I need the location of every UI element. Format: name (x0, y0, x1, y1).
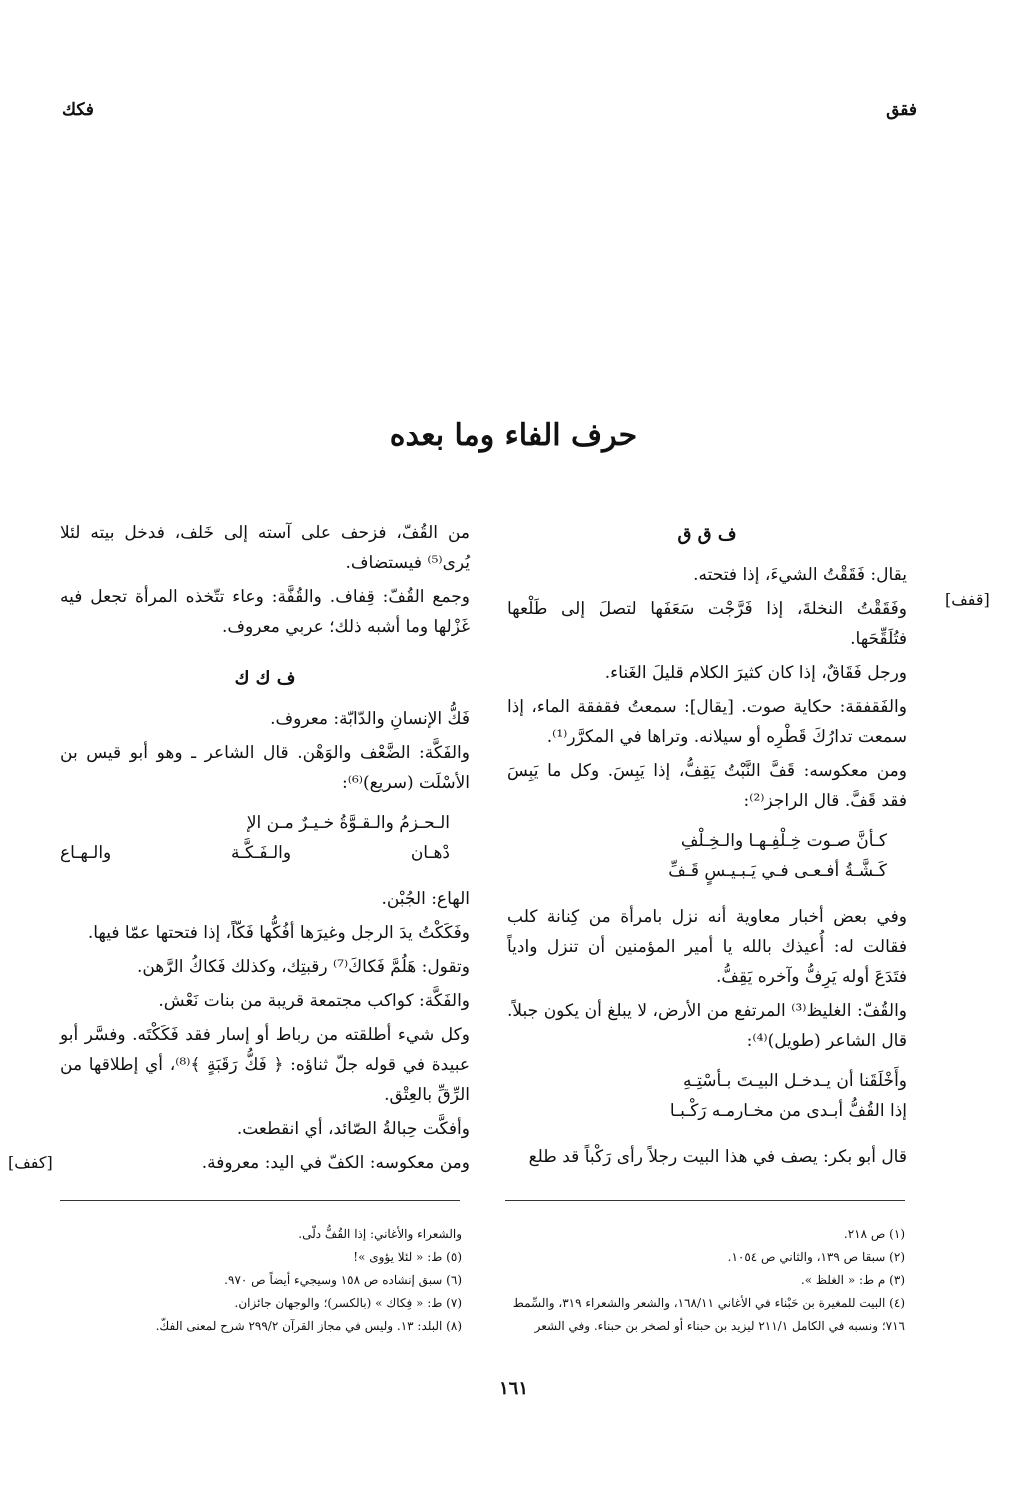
paragraph: وفَقَقْتُ النخلةَ، إذا فَرَّجْت سَعَفَها لتصلَ إلى طَلْعها فتُلَقِّحَها. (507, 599, 907, 649)
verse-hemistich: وأَخْلَقَنا أن يـدخـل البيـتَ بـأسْتِـهِ (683, 1071, 907, 1091)
paragraph: يقال: فَقَقْتُ الشيءَ، إذا فتحته. (693, 565, 907, 585)
paragraph: ورجل فَقَاقٌ، إذا كان كثيرَ الكلام قليلَ الغَناء. (604, 663, 907, 683)
footnote-divider (505, 1200, 905, 1201)
margin-tag-left: [كفف] (8, 1153, 53, 1172)
footnote: (٢) سبقا ص ١٣٩، والثاني ص ١٠٥٤. (727, 1250, 905, 1264)
paragraph: وأفكَّت حِبالةُ الصّائد، أي انقطعت. (236, 1119, 470, 1139)
verse-line (527, 856, 887, 886)
running-head-left: فكك (62, 100, 94, 120)
verse-hemistich: الـحـزمُ والـقـوَّةُ خـيـرٌ مـن الإ (246, 813, 450, 833)
root-heading-fqq: ف ق ق (677, 524, 737, 545)
verse-line (527, 1066, 907, 1096)
paragraph: من القُفّ، فزحف على آسته إلى خَلف، فدخل بيته لئلا يُرى⁽⁵⁾ فيستضاف. (60, 523, 470, 573)
left-column (60, 518, 470, 1182)
paragraph: وفي بعض أخبار معاوية أنه نزل بامرأة من كِنانة كلب فقالت له: أُعيذك بالله يا أمير المؤمنين أن تنزل وادياً فتَدَعَ أوله يَرِفُّ وآخره يَقِفُّ. (507, 907, 907, 987)
root-heading-fkk: ف ك ك (234, 668, 296, 689)
paragraph: ومن معكوسه: قَفَّ النَّبْتُ يَقِفُّ، إذا يَبِسَ. وكل ما يَبِسَ فقد قَفَّ. قال الراجز⁽²⁾: (507, 761, 907, 811)
verse-line (527, 826, 887, 856)
page-number: ١٦١ (498, 1378, 528, 1399)
verse-hemistich: والـهـاع (60, 843, 112, 863)
verse-block (507, 826, 907, 886)
verse-block (60, 808, 470, 868)
paragraph: وجمع القُفّ: قِفاف. والقُفَّة: وعاء تتّخذه المرأة تجعل فيه غَزْلها وما أشبه ذلك؛ عربي معروف. (60, 587, 470, 637)
footnote: (٣) م ط: « الغلظ ». (800, 1273, 905, 1287)
footnote: ٧١٦؛ ونسبه في الكامل ٢١١/١ ليزيد بن حبناء أو لصخر بن حبناء. وفي الشعر (534, 1319, 905, 1333)
footnotes-left (62, 1223, 462, 1338)
verse-line (527, 1096, 907, 1126)
margin-tag-right: [قفف] (945, 590, 990, 609)
paragraph: وتقول: هَلُمَّ فَكاكَ⁽⁷⁾ رقبتِك، وكذلك فَكاكُ الرَّهن. (136, 957, 470, 977)
paragraph: وكل شيء أطلقته من رباط أو إسار فقد فَكَكْتَه. وفسَّر أبو عبيدة في قوله جلّ ثناؤه: ﴿ فَكُّ رَقَبَةٍ ﴾⁽⁸⁾، أي إطلاقها من الرِّقِّ بالعِتْق. (60, 1025, 470, 1105)
paragraph: والفَقفقة: حكاية صوت. [يقال]: سمعتُ فقفقة الماء، إذا سمعت تدارُكَ قَطْرِه أو سيلانه. وتراها في المكرَّر⁽¹⁾. (507, 697, 907, 747)
paragraph: والقُفّ: الغليظ⁽³⁾ المرتفع من الأرض، لا يبلغ أن يكون جبلاً. قال الشاعر (طويل)⁽⁴⁾: (507, 1001, 907, 1051)
verse-block (507, 1066, 907, 1126)
verse-hemistich: والـفَـكَّـة (230, 843, 292, 863)
paragraph: والفَكَّة: الضَّعْف والوَهْن. قال الشاعر ـ وهو أبو قيس بن الأسْلَت (سريع)⁽⁶⁾: (60, 743, 470, 793)
footnote: والشعراء والأغاني: إذا القُفُّ دلّى. (298, 1227, 462, 1241)
paragraph: ومن معكوسه: الكفّ في اليد: معروفة. (201, 1153, 470, 1173)
footnote: (٥) ط: « لئلا يؤوى »! (353, 1250, 462, 1264)
footnote: (٦) سبق إنشاده ص ١٥٨ وسيجيء أيضاً ص ٩٧٠. (224, 1273, 462, 1287)
running-head-right: فقق (886, 100, 917, 120)
paragraph: فَكُّ الإنسانِ والدّابّة: معروف. (270, 709, 470, 729)
footnote: (٤) البيت للمغيرة بن حَبْناء في الأغاني ١٦٨/١١، والشعر والشعراء ٣١٩، والسِّمط (512, 1296, 905, 1310)
chapter-title: حرف الفاء وما بعده (389, 418, 638, 453)
verse-line (60, 808, 450, 838)
paragraph: وفَكَكْتُ يدَ الرجل وغيرَها أفُكُّها فَكّاً، إذا فتحتها عمّا فيها. (87, 923, 470, 943)
verse-line (60, 838, 450, 868)
right-column (507, 520, 907, 1176)
footnote: (٧) ط: « فِكاك » (بالكسر)؛ والوجهان جائزان. (234, 1296, 462, 1310)
verse-hemistich: إذا القُفُّ أبـدى من مخـارمـه رَكْـبـا (669, 1101, 907, 1121)
paragraph: والفَكَّة: كواكب مجتمعة قريبة من بنات نَعْش. (158, 991, 470, 1011)
verse-hemistich: كَـشَّـةُ أفـعـى فـي يَـبـيـسٍ قَـفِّ (668, 861, 887, 881)
footnote: (١) ص ٢١٨. (843, 1227, 905, 1241)
footnotes-right (505, 1223, 905, 1338)
verse-hemistich: دْهـان (410, 843, 450, 863)
paragraph: الهاع: الجُبْن. (381, 889, 470, 909)
footnote: (٨) البلد: ١٣. وليس في مجاز القرآن ٢٩٩/٢ شرح لمعنى الفكّ. (155, 1319, 462, 1333)
footnote-divider (60, 1200, 460, 1201)
paragraph: قال أبو بكر: يصف في هذا البيت رجلاً رأى رَكْباً قد طلع (528, 1147, 907, 1167)
verse-hemistich: كـأنَّ صـوت خِـلْفِـهـا والـخِـلْفِ (680, 831, 887, 851)
